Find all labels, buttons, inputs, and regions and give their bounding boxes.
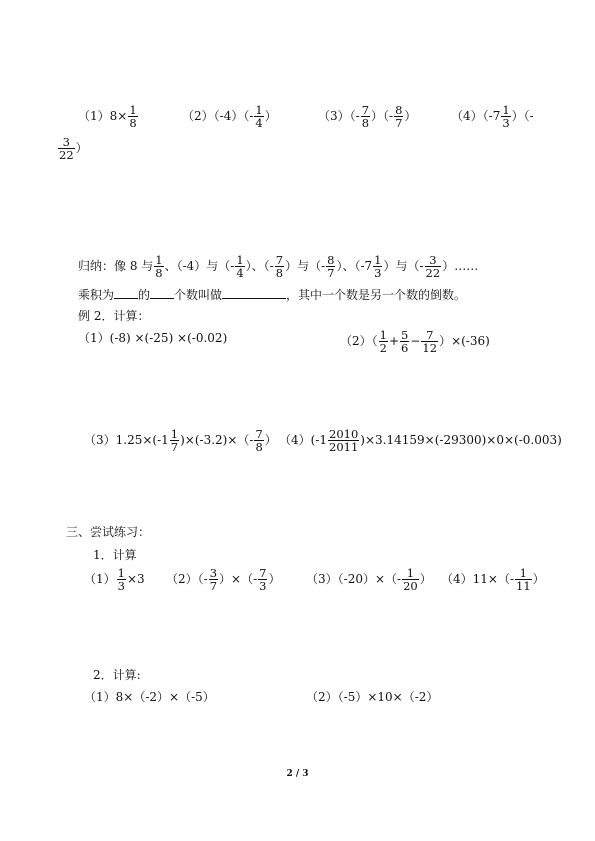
expr-text: （2）（-4）（-: [182, 109, 254, 123]
expr-text: ）: [404, 109, 417, 123]
expr-text: （4）（-7: [451, 109, 501, 123]
fraction: $\frac{1}{3}$: [502, 103, 510, 130]
fraction: $\frac{7}{8}$: [275, 253, 284, 280]
fraction: $\frac{1}{3}$: [374, 253, 382, 280]
problem-1-1: [78, 104, 139, 129]
fraction: $\frac{1}{20}$: [403, 566, 418, 593]
problem-1-2: [182, 104, 277, 129]
answer-blank[interactable]: [150, 287, 174, 299]
fraction: $\frac{1}{4}$: [255, 103, 263, 130]
fraction: $\frac{3}{7}$: [209, 566, 218, 593]
example-2-title: 例 2．计算：: [78, 309, 150, 323]
fill-in-line: 乘积为 的 个数叫做 ，其中一个数是另一个数的倒数。: [78, 288, 467, 302]
fraction: $\frac{1}{2}$: [379, 328, 387, 355]
answer-blank[interactable]: [222, 287, 286, 299]
practice-1-4: （4）11×（- $\frac{1}{11}$ ）: [441, 566, 545, 593]
fraction: $\frac{2010}{2011}$: [329, 427, 359, 454]
example-2-q1: （1）(-8) ×(-25) ×(-0.02): [78, 331, 228, 345]
fraction: $\frac{1}{8}$: [129, 103, 137, 130]
fraction: $\frac{1}{3}$: [117, 566, 125, 593]
section-3-sub2: 2．计算:: [93, 668, 141, 682]
practice-1-2: （2）（- $\frac{3}{7}$ ）×（- $\frac{7}{3}$ ）: [166, 566, 281, 593]
induction-line: 归纳：像 8 与 $\frac{1}{8}$ 、（-4）与（- $\frac{1}{4}$ ）、（- $\frac{7}{8}$ ）与（- $\frac{8}{7}$ ）、（-7 $\frac{1}{3}$ ）与（- $\frac{3}{22}$ ）……: [78, 253, 479, 280]
expr-text: （1）8×: [78, 109, 128, 123]
fraction: $\frac{1}{11}$: [516, 566, 531, 593]
practice-1-3: （3）（-20）×（- $\frac{1}{20}$ ）: [306, 566, 432, 593]
fraction: $\frac{7}{3}$: [259, 566, 267, 593]
section-3-title: 三、尝试练习：: [66, 525, 151, 539]
expr-text: ）（-: [511, 109, 534, 123]
fraction: $\frac{5}{6}$: [401, 328, 409, 355]
example-2-q3: （3）1.25×(-1 $\frac{1}{7}$ )×(-3.2)×（- $\frac{7}{8}$ ）: [84, 427, 277, 454]
practice-2-1: （1）8×（-2）×（-5）: [84, 690, 215, 704]
practice-1-1: （1） $\frac{1}{3}$ ×3: [84, 566, 145, 593]
page-number: 2 / 3: [286, 769, 309, 779]
example-2-q2: （2）（ $\frac{1}{2}$ + $\frac{5}{6}$ − $\frac{7}{12}$ ）×(-36): [340, 328, 490, 355]
fraction: $\frac{1}{7}$: [170, 427, 179, 454]
fraction: $\frac{7}{8}$: [361, 103, 370, 130]
expr-text: ）: [264, 109, 277, 123]
problem-1-4-cont: [57, 136, 88, 161]
expr-text: （3）（-: [318, 109, 360, 123]
fraction: $\frac{7}{8}$: [255, 427, 263, 454]
example-2-q4: （4）(-1 $\frac{2010}{2011}$ )×3.14159×(-29300)×0×(-0.003): [279, 427, 562, 454]
fraction: $\frac{8}{7}$: [395, 103, 403, 130]
expr-text: ）（-: [371, 109, 394, 123]
problem-1-4: [451, 104, 534, 129]
fraction: $\frac{7}{12}$: [422, 328, 438, 355]
answer-blank[interactable]: [114, 287, 138, 299]
section-3-sub1: 1．计算: [93, 548, 137, 562]
fraction: $\frac{3}{22}$: [59, 135, 74, 162]
fraction: $\frac{1}{8}$: [155, 253, 163, 280]
fraction: $\frac{8}{7}$: [327, 253, 335, 280]
fraction: $\frac{3}{22}$: [425, 253, 441, 280]
problem-1-3: [318, 104, 416, 129]
fraction: $\frac{1}{4}$: [236, 253, 244, 280]
practice-2-2: （2）（-5）×10×（-2）: [306, 690, 439, 704]
expr-text: ）: [75, 141, 88, 155]
